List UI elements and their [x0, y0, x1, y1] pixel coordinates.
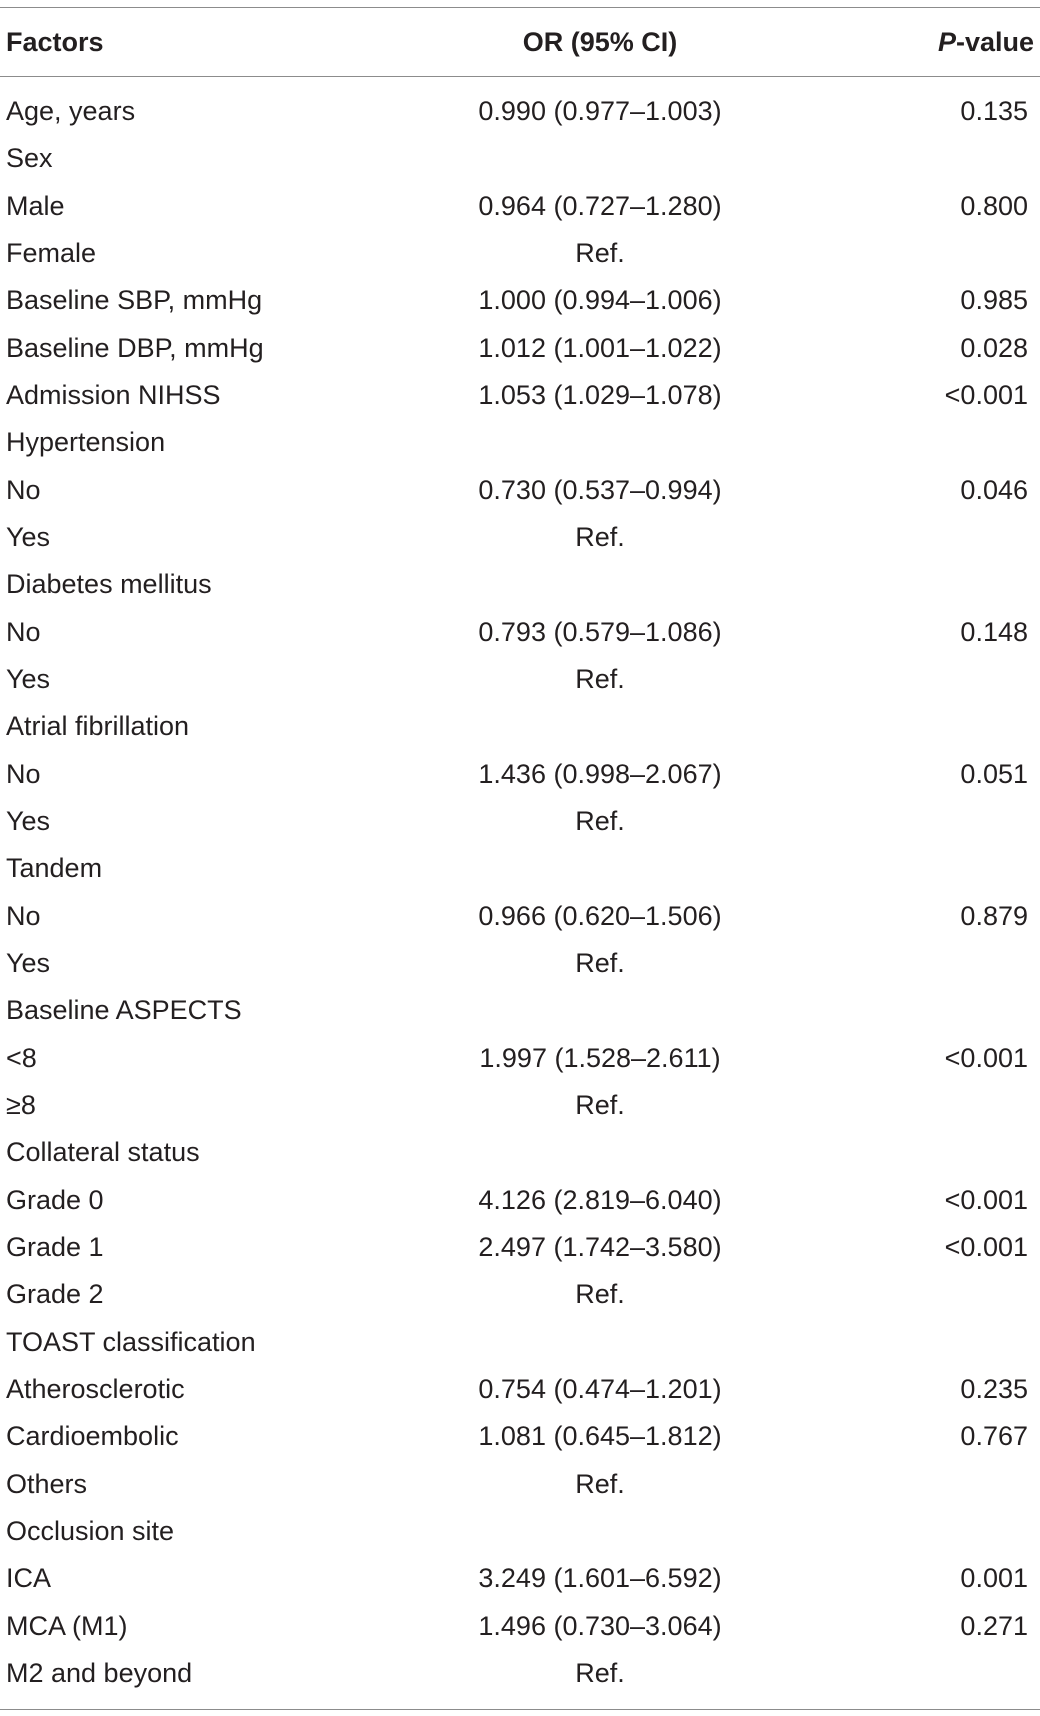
table-row [0, 467, 1040, 514]
table-row [0, 751, 1040, 798]
or-ci-cell: 0.966 (0.620–1.506) [478, 900, 722, 931]
table-row [0, 561, 1040, 608]
factor-cell: Age, years [6, 96, 136, 126]
table-row [0, 1035, 1040, 1082]
p-value-cell: 0.148 [960, 616, 1028, 647]
header-factors: Factors [6, 27, 104, 57]
table-row [0, 1555, 1040, 1602]
or-ci-cell: Ref. [575, 237, 625, 268]
p-value-cell: <0.001 [944, 379, 1028, 410]
factor-cell: Grade 2 [6, 1279, 104, 1310]
p-value-cell: 0.800 [960, 190, 1028, 221]
table-row [0, 1413, 1040, 1460]
table-row [0, 1461, 1040, 1508]
header-or: OR (95% CI) [522, 27, 678, 57]
factor-cell: Cardioembolic [6, 1421, 179, 1452]
table-row [0, 183, 1040, 230]
table-header [0, 20, 1040, 64]
factor-cell: Tandem [6, 853, 103, 884]
header-p-rest: -value [955, 27, 1034, 57]
p-value-cell: <0.001 [944, 1231, 1028, 1262]
table-row [0, 1224, 1040, 1271]
table-row [0, 987, 1040, 1034]
table-row [0, 514, 1040, 561]
or-ci-cell: 3.249 (1.601–6.592) [478, 1563, 722, 1594]
factor-cell: Baseline SBP, mmHg [6, 285, 263, 316]
table-row [0, 940, 1040, 987]
factor-cell: Sex [6, 143, 53, 174]
or-ci-cell: 0.754 (0.474–1.201) [478, 1373, 722, 1404]
factor-cell: No [6, 900, 41, 931]
factor-cell: Yes [6, 947, 51, 978]
factor-cell: MCA (M1) [6, 1610, 128, 1641]
or-ci-cell: 1.000 (0.994–1.006) [478, 285, 722, 316]
factor-cell: No [6, 616, 41, 647]
table-row [0, 372, 1040, 419]
table-row [0, 1603, 1040, 1650]
or-ci-cell: 2.497 (1.742–3.580) [478, 1231, 722, 1262]
factor-cell: Yes [6, 805, 51, 836]
p-value-cell: <0.001 [944, 1042, 1028, 1073]
table-row [0, 419, 1040, 466]
p-value-cell: 0.135 [960, 96, 1028, 126]
p-value-cell: 0.767 [960, 1421, 1028, 1452]
table-row [0, 230, 1040, 277]
or-ci-cell: Ref. [575, 947, 625, 978]
factor-cell: TOAST classification [6, 1326, 256, 1357]
table-row [0, 1129, 1040, 1176]
p-value-cell: 0.235 [960, 1373, 1028, 1404]
factor-cell: Baseline ASPECTS [6, 995, 242, 1026]
table-row [0, 1508, 1040, 1555]
factor-cell: Baseline DBP, mmHg [6, 332, 264, 363]
table-row [0, 325, 1040, 372]
factor-cell: Yes [6, 521, 51, 552]
table-row [0, 1271, 1040, 1318]
or-ci-cell: 0.964 (0.727–1.280) [478, 190, 722, 221]
table-row [0, 277, 1040, 324]
table-row [0, 1082, 1040, 1129]
p-value-cell: 0.051 [960, 758, 1028, 789]
or-ci-cell: 0.990 (0.977–1.003) [478, 96, 722, 126]
table-bottom-rule [0, 1709, 1040, 1710]
factor-cell: Male [6, 190, 65, 221]
p-value-cell: <0.001 [944, 1184, 1028, 1215]
factor-cell: Admission NIHSS [6, 379, 221, 410]
p-value-cell: 0.985 [960, 285, 1028, 316]
or-ci-cell: 0.793 (0.579–1.086) [478, 616, 722, 647]
or-ci-cell: 1.012 (1.001–1.022) [478, 332, 722, 363]
p-value-cell: 0.028 [960, 332, 1028, 363]
or-ci-cell: Ref. [575, 805, 625, 836]
factor-cell: Grade 0 [6, 1184, 104, 1215]
or-ci-cell: Ref. [575, 521, 625, 552]
header-p-value [938, 20, 1034, 64]
header-p-italic: P [937, 27, 956, 57]
table-top-rule [0, 7, 1040, 8]
factor-cell: Others [6, 1468, 88, 1499]
table-row [0, 609, 1040, 656]
p-value-cell: 0.271 [960, 1610, 1028, 1641]
factor-cell: Yes [6, 663, 51, 694]
table-row [0, 798, 1040, 845]
factor-cell: Atrial fibrillation [6, 711, 190, 742]
factor-cell: Occlusion site [6, 1515, 175, 1546]
or-ci-cell: 1.997 (1.528–2.611) [479, 1042, 721, 1073]
or-ci-cell: 4.126 (2.819–6.040) [478, 1184, 722, 1215]
factor-cell: Hypertension [6, 427, 166, 458]
factor-cell: <8 [6, 1042, 37, 1073]
factor-cell: ICA [6, 1563, 52, 1594]
table-header-rule [0, 76, 1040, 77]
factor-cell: Diabetes mellitus [6, 569, 212, 600]
factor-cell: Collateral status [6, 1137, 200, 1168]
table-row [0, 1177, 1040, 1224]
table-row [0, 893, 1040, 940]
or-ci-cell: Ref. [575, 663, 625, 694]
p-value-cell: 0.001 [960, 1563, 1028, 1594]
table-row [0, 845, 1040, 892]
or-ci-cell: Ref. [575, 1089, 625, 1120]
factor-cell: No [6, 758, 41, 789]
p-value-cell: 0.046 [960, 474, 1028, 505]
factor-cell: No [6, 474, 41, 505]
table-row [0, 1650, 1040, 1697]
table-body [0, 88, 1040, 1697]
or-ci-cell: Ref. [575, 1468, 625, 1499]
or-ci-cell: Ref. [575, 1279, 625, 1310]
factor-cell: M2 and beyond [6, 1657, 193, 1688]
table-row [0, 135, 1040, 182]
p-value-cell: 0.879 [960, 900, 1028, 931]
or-ci-cell: 1.496 (0.730–3.064) [478, 1610, 722, 1641]
or-ci-cell: Ref. [575, 1657, 625, 1688]
factor-cell: Grade 1 [6, 1231, 104, 1262]
table-row [0, 656, 1040, 703]
factor-cell: Atherosclerotic [6, 1373, 185, 1404]
or-ci-cell: 0.730 (0.537–0.994) [478, 474, 722, 505]
table-row [0, 1366, 1040, 1413]
table-row [0, 703, 1040, 750]
or-ci-cell: 1.081 (0.645–1.812) [478, 1421, 722, 1452]
or-ci-cell: 1.436 (0.998–2.067) [478, 758, 722, 789]
factor-cell: ≥8 [6, 1089, 36, 1120]
table-row [0, 1319, 1040, 1366]
table-row [0, 88, 1040, 135]
or-ci-cell: 1.053 (1.029–1.078) [478, 379, 722, 410]
factor-cell: Female [6, 237, 97, 268]
